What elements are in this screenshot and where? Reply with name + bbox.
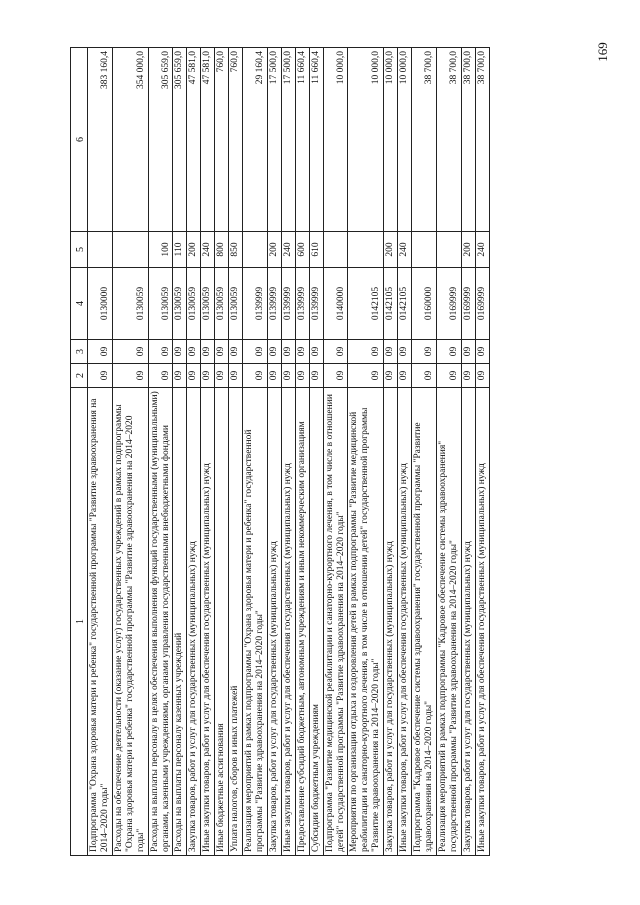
row-amount-cell: 383 160,4 [88, 48, 113, 232]
table-row [187, 48, 201, 856]
row-expense-type-cell [436, 232, 461, 268]
row-target-article-cell: 0130059 [148, 268, 173, 340]
row-subsection-cell: 09 [323, 340, 348, 364]
row-name-cell: Иные закупки товаров, работ и услуг для обеспечения государственных (муниципальных) нужд [281, 388, 295, 856]
row-name-cell: Реализация мероприятий в рамках подпрограммы "Кадровое обеспечение системы здравоохранения" государственной программы "Развитие здравоохранения на 2014–2020 годы" [436, 388, 461, 856]
row-expense-type-cell: 200 [461, 232, 475, 268]
row-section-cell: 09 [323, 364, 348, 388]
row-amount-cell: 760,0 [215, 48, 229, 232]
row-subsection-cell: 09 [243, 340, 268, 364]
table-row [215, 48, 229, 856]
row-amount-cell: 10 000,0 [398, 48, 412, 232]
table-row [295, 48, 309, 856]
table-row [384, 48, 398, 856]
row-expense-type-cell: 800 [215, 232, 229, 268]
row-amount-cell: 47 581,0 [187, 48, 201, 232]
row-name-cell: Подпрограмма "Кадровое обеспечение системы здравоохранения" государственной программы "Развитие здравоохранения на 2014–2020 годы" [412, 388, 437, 856]
row-section-cell: 09 [384, 364, 398, 388]
row-target-article-cell: 0139999 [295, 268, 309, 340]
row-subsection-cell: 09 [281, 340, 295, 364]
row-expense-type-cell: 240 [281, 232, 295, 268]
row-target-article-cell: 0139999 [243, 268, 268, 340]
row-section-cell: 09 [309, 364, 323, 388]
header-col-6: 6 [71, 48, 88, 232]
row-section-cell: 09 [295, 364, 309, 388]
row-expense-type-cell [323, 232, 348, 268]
table-row [267, 48, 281, 856]
row-subsection-cell: 09 [229, 340, 243, 364]
row-target-article-cell: 0169999 [461, 268, 475, 340]
row-amount-cell: 11 660,4 [295, 48, 309, 232]
row-expense-type-cell: 610 [309, 232, 323, 268]
row-target-article-cell: 0130059 [201, 268, 215, 340]
table-row [398, 48, 412, 856]
row-expense-type-cell: 200 [384, 232, 398, 268]
row-amount-cell: 47 581,0 [201, 48, 215, 232]
row-section-cell: 09 [243, 364, 268, 388]
table-row [243, 48, 268, 856]
row-section-cell: 09 [112, 364, 148, 388]
row-name-cell: Подпрограмма "Охрана здоровья матери и ребенка" государственной программы "Развитие здравоохранения на 2014–2020 годы" [88, 388, 113, 856]
row-subsection-cell: 09 [348, 340, 384, 364]
table-row [348, 48, 384, 856]
row-expense-type-cell: 240 [475, 232, 489, 268]
row-name-cell: Уплата налогов, сборов и иных платежей [229, 388, 243, 856]
row-subsection-cell: 09 [112, 340, 148, 364]
table-row [475, 48, 489, 856]
row-target-article-cell: 0130059 [173, 268, 187, 340]
row-target-article-cell: 0139999 [309, 268, 323, 340]
row-expense-type-cell: 200 [187, 232, 201, 268]
table-row [323, 48, 348, 856]
row-name-cell: Расходы на выплаты персоналу в целях обеспечения выполнения функций государственными (муниципальными) органами, казенными учреждениями, органами управления государственными внебюджетными фондами [148, 388, 173, 856]
row-section-cell: 09 [201, 364, 215, 388]
row-name-cell: Иные закупки товаров, работ и услуг для обеспечения государственных (муниципальных) нужд [475, 388, 489, 856]
row-amount-cell: 38 700,0 [475, 48, 489, 232]
row-target-article-cell: 0130059 [215, 268, 229, 340]
row-name-cell: Расходы на выплаты персоналу казенных учреждений [173, 388, 187, 856]
row-subsection-cell: 09 [461, 340, 475, 364]
row-target-article-cell: 0169999 [475, 268, 489, 340]
row-subsection-cell: 09 [267, 340, 281, 364]
row-target-article-cell: 0139999 [267, 268, 281, 340]
row-subsection-cell: 09 [173, 340, 187, 364]
table-row [412, 48, 437, 856]
row-subsection-cell: 09 [88, 340, 113, 364]
row-section-cell: 09 [412, 364, 437, 388]
row-target-article-cell: 0130000 [88, 268, 113, 340]
row-expense-type-cell [243, 232, 268, 268]
table-row [173, 48, 187, 856]
row-section-cell: 09 [267, 364, 281, 388]
row-subsection-cell: 09 [309, 340, 323, 364]
row-target-article-cell: 0130059 [187, 268, 201, 340]
row-expense-type-cell: 200 [267, 232, 281, 268]
table-row [436, 48, 461, 856]
row-section-cell: 09 [398, 364, 412, 388]
row-amount-cell: 305 659,0 [173, 48, 187, 232]
budget-table [70, 47, 490, 856]
table-row [309, 48, 323, 856]
row-amount-cell: 38 700,0 [436, 48, 461, 232]
row-subsection-cell: 09 [187, 340, 201, 364]
row-subsection-cell: 09 [475, 340, 489, 364]
row-amount-cell: 29 160,4 [243, 48, 268, 232]
row-expense-type-cell [88, 232, 113, 268]
table-row [148, 48, 173, 856]
table-row [112, 48, 148, 856]
row-target-article-cell: 0142105 [384, 268, 398, 340]
row-target-article-cell: 0142105 [398, 268, 412, 340]
row-expense-type-cell: 100 [148, 232, 173, 268]
row-subsection-cell: 09 [398, 340, 412, 364]
row-amount-cell: 17 500,0 [267, 48, 281, 232]
row-section-cell: 09 [215, 364, 229, 388]
row-target-article-cell: 0142105 [348, 268, 384, 340]
row-name-cell: Реализация мероприятий в рамках подпрограммы "Охрана здоровья матери и ребенка" государственной программы "Развитие здравоохранения на 2014–2020 годы" [243, 388, 268, 856]
header-col-4: 4 [71, 268, 88, 340]
table-row [281, 48, 295, 856]
table-row [88, 48, 113, 856]
table-row [201, 48, 215, 856]
row-section-cell: 09 [348, 364, 384, 388]
row-expense-type-cell: 850 [229, 232, 243, 268]
row-section-cell: 09 [475, 364, 489, 388]
row-name-cell: Закупка товаров, работ и услуг для государственных (муниципальных) нужд [267, 388, 281, 856]
table-row [461, 48, 475, 856]
row-section-cell: 09 [461, 364, 475, 388]
rotated-table-container [70, 48, 595, 856]
row-name-cell: Закупка товаров, работ и услуг для государственных (муниципальных) нужд [384, 388, 398, 856]
row-subsection-cell: 09 [436, 340, 461, 364]
row-name-cell: Закупка товаров, работ и услуг для государственных (муниципальных) нужд [461, 388, 475, 856]
row-name-cell: Подпрограмма "Развитие медицинской реабилитации и санаторно-курортного лечения, в том числе в отношении детей" государственной программы "Развитие здравоохранения на 2014–2020 годы" [323, 388, 348, 856]
header-row [71, 48, 88, 856]
row-expense-type-cell: 600 [295, 232, 309, 268]
row-name-cell: Мероприятия по организации отдыха и оздоровления детей в рамках подпрограммы "Развитие медицинской реабилитации и санаторно-курортного лечения, в том числе в отношении детей" государственной программы "Развитие здравоохранения на 2014–2020 годы" [348, 388, 384, 856]
row-expense-type-cell: 240 [398, 232, 412, 268]
row-subsection-cell: 09 [384, 340, 398, 364]
row-subsection-cell: 09 [295, 340, 309, 364]
row-expense-type-cell: 240 [201, 232, 215, 268]
row-subsection-cell: 09 [148, 340, 173, 364]
row-name-cell: Предоставление субсидий бюджетным, автономным учреждениям и иным некоммерческим организациям [295, 388, 309, 856]
row-subsection-cell: 09 [201, 340, 215, 364]
row-expense-type-cell [412, 232, 437, 268]
row-amount-cell: 38 700,0 [412, 48, 437, 232]
row-name-cell: Субсидии бюджетным учреждениям [309, 388, 323, 856]
header-col-2: 2 [71, 364, 88, 388]
row-section-cell: 09 [436, 364, 461, 388]
row-target-article-cell: 0169999 [436, 268, 461, 340]
row-name-cell: Иные закупки товаров, работ и услуг для обеспечения государственных (муниципальных) нужд [201, 388, 215, 856]
row-amount-cell: 760,0 [229, 48, 243, 232]
row-section-cell: 09 [187, 364, 201, 388]
row-subsection-cell: 09 [215, 340, 229, 364]
row-section-cell: 09 [88, 364, 113, 388]
row-target-article-cell: 0160000 [412, 268, 437, 340]
row-amount-cell: 10 000,0 [384, 48, 398, 232]
table-body [88, 48, 490, 856]
row-amount-cell: 10 000,0 [348, 48, 384, 232]
header-col-3: 3 [71, 340, 88, 364]
table-row [229, 48, 243, 856]
row-amount-cell: 305 659,0 [148, 48, 173, 232]
row-target-article-cell: 0139999 [281, 268, 295, 340]
row-target-article-cell: 0130059 [229, 268, 243, 340]
rotated-table-inner [70, 48, 595, 856]
row-section-cell: 09 [229, 364, 243, 388]
row-amount-cell: 11 660,4 [309, 48, 323, 232]
row-name-cell: Иные закупки товаров, работ и услуг для обеспечения государственных (муниципальных) нужд [398, 388, 412, 856]
page-number: 169 [594, 42, 610, 62]
row-subsection-cell: 09 [412, 340, 437, 364]
row-amount-cell: 17 500,0 [281, 48, 295, 232]
row-name-cell: Расходы на обеспечение деятельности (оказание услуг) государственных учреждений в рамках подпрограммы "Охрана здоровья матери и ребенка" государственной программы "Развитие здравоохранения на 2014–2020 годы" [112, 388, 148, 856]
row-name-cell: Закупка товаров, работ и услуг для государственных (муниципальных) нужд [187, 388, 201, 856]
header-col-5: 5 [71, 232, 88, 268]
row-target-article-cell: 0140000 [323, 268, 348, 340]
row-section-cell: 09 [148, 364, 173, 388]
row-amount-cell: 354 000,0 [112, 48, 148, 232]
row-expense-type-cell [348, 232, 384, 268]
row-expense-type-cell [112, 232, 148, 268]
row-name-cell: Иные бюджетные ассигнования [215, 388, 229, 856]
header-col-1: 1 [71, 388, 88, 856]
row-amount-cell: 38 700,0 [461, 48, 475, 232]
row-amount-cell: 10 000,0 [323, 48, 348, 232]
row-target-article-cell: 0130059 [112, 268, 148, 340]
row-section-cell: 09 [173, 364, 187, 388]
row-section-cell: 09 [281, 364, 295, 388]
row-expense-type-cell: 110 [173, 232, 187, 268]
